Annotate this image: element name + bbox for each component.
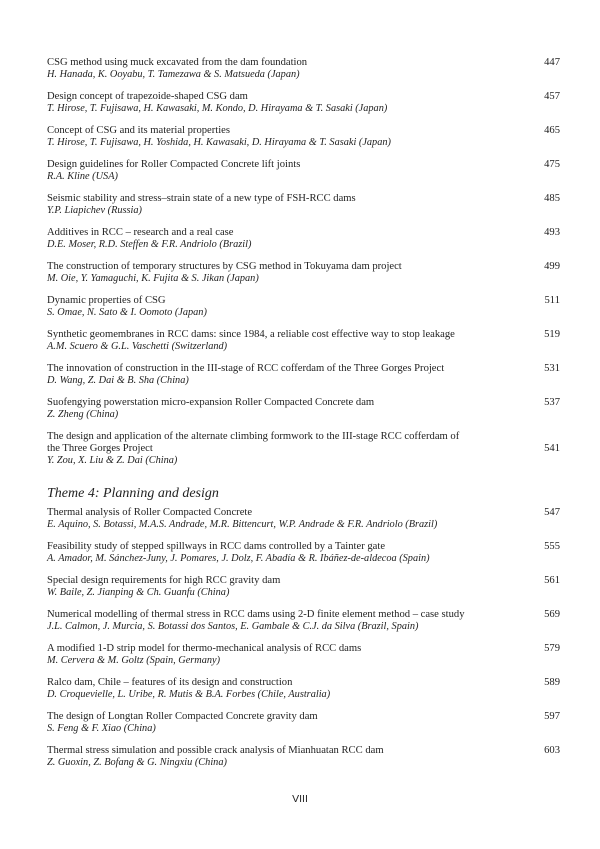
entry-title: Seismic stability and stress–strain state of a new type of FSH-RCC dams	[47, 193, 356, 204]
entry-authors: M. Oie, Y. Yamaguchi, K. Fujita & S. Jikan (Japan)	[47, 273, 259, 284]
entry-authors: H. Hanada, K. Ooyabu, T. Tamezawa & S. Matsueda (Japan)	[47, 69, 300, 80]
entry-authors: D.E. Moser, R.D. Steffen & F.R. Andriolo (Brazil)	[47, 239, 252, 250]
entry-authors: Z. Guoxin, Z. Bofang & G. Ningxiu (China)	[47, 757, 227, 768]
toc-entry	[47, 193, 567, 217]
entry-title: Thermal stress simulation and possible crack analysis of Mianhuatan RCC dam	[47, 745, 384, 756]
entry-page-number: 569	[544, 609, 560, 620]
entry-page-number: 465	[544, 125, 560, 136]
toc-entry	[47, 643, 567, 667]
entry-title: CSG method using muck excavated from the dam foundation	[47, 57, 308, 68]
toc-entry	[47, 57, 567, 81]
toc-entry	[47, 91, 567, 115]
entry-authors: T. Hirose, T. Fujisawa, H. Kawasaki, M. Kondo, D. Hirayama & T. Sasaki (Japan)	[47, 103, 388, 114]
toc-entry	[47, 159, 567, 183]
entry-page-number: 531	[544, 363, 560, 374]
entry-authors: Z. Zheng (China)	[47, 409, 119, 420]
entry-title: The construction of temporary structures by CSG method in Tokuyama dam project	[47, 261, 402, 272]
entry-page-number: 603	[544, 745, 560, 756]
toc-entry	[47, 363, 567, 387]
toc-entry	[47, 125, 567, 149]
toc-entry	[47, 261, 567, 285]
entry-page-number: 447	[544, 57, 560, 68]
entry-title: Feasibility study of stepped spillways in RCC dams controlled by a Tainter gate	[47, 541, 386, 552]
entry-title: Synthetic geomembranes in RCC dams: since 1984, a reliable cost effective way to stop leakage	[47, 329, 455, 340]
entry-title: Concept of CSG and its material properties	[47, 125, 230, 136]
entry-page-number: 511	[544, 295, 560, 306]
entry-page-number: 547	[544, 507, 560, 518]
entry-authors: E. Aquino, S. Botassi, M.A.S. Andrade, M.R. Bittencurt, W.P. Andrade & F.R. Andriolo (Brazil)	[47, 519, 438, 530]
entry-title: Design guidelines for Roller Compacted Concrete lift joints	[47, 159, 301, 170]
toc-entry	[47, 541, 567, 565]
entry-page-number: 537	[544, 397, 560, 408]
entry-title: Numerical modelling of thermal stress in RCC dams using 2-D finite element method – case study	[47, 609, 465, 620]
page-number-footer: VIII	[292, 793, 308, 805]
entry-page-number: 519	[544, 329, 560, 340]
entry-authors: D. Croquevielle, L. Uribe, R. Mutis & B.A. Forbes (Chile, Australia)	[47, 689, 331, 700]
entry-authors: Y. Zou, X. Liu & Z. Dai (China)	[47, 455, 178, 466]
toc-entry	[47, 507, 567, 531]
entry-page-number: 475	[544, 159, 560, 170]
entry-title-line-1: The design and application of the alternate climbing formwork to the III-stage RCC cofferdam of	[47, 431, 460, 442]
toc-section-previous-theme	[47, 57, 567, 477]
entry-page-number: 597	[544, 711, 560, 722]
toc-entry	[47, 745, 567, 769]
entry-page-number: 579	[544, 643, 560, 654]
toc-entry	[47, 575, 567, 599]
entry-authors: J.L. Calmon, J. Murcia, S. Botassi dos Santos, E. Gambale & C.J. da Silva (Brazil, Spain)	[47, 621, 419, 632]
entry-page-number: 499	[544, 261, 560, 272]
entry-authors: A.M. Scuero & G.L. Vaschetti (Switzerland)	[47, 341, 228, 352]
entry-title: Additives in RCC – research and a real case	[47, 227, 234, 238]
toc-entry	[47, 397, 567, 421]
entry-page-number: 485	[544, 193, 560, 204]
entry-page-number: 561	[544, 575, 560, 586]
entry-authors: Y.P. Liapichev (Russia)	[47, 205, 142, 216]
entry-title: Special design requirements for high RCC gravity dam	[47, 575, 281, 586]
entry-title: Thermal analysis of Roller Compacted Concrete	[47, 507, 253, 518]
entry-authors: S. Omae, N. Sato & I. Oomoto (Japan)	[47, 307, 207, 318]
toc-entry	[47, 609, 567, 633]
entry-title: The innovation of construction in the III-stage of RCC cofferdam of the Three Gorges Project	[47, 363, 445, 374]
entry-page-number: 589	[544, 677, 560, 688]
entry-title: Design concept of trapezoide-shaped CSG dam	[47, 91, 248, 102]
entry-page-number: 555	[544, 541, 560, 552]
entry-title: Ralco dam, Chile – features of its design and construction	[47, 677, 293, 688]
entry-authors: R.A. Kline (USA)	[47, 171, 118, 182]
entry-title: The design of Longtan Roller Compacted Concrete gravity dam	[47, 711, 318, 722]
toc-entry	[47, 711, 567, 735]
entry-title-line-2: the Three Gorges Project	[47, 443, 153, 454]
entry-authors: W. Baile, Z. Jianping & Ch. Guanfu (China)	[47, 587, 230, 598]
entry-title: A modified 1-D strip model for thermo-mechanical analysis of RCC dams	[47, 643, 362, 654]
entry-authors: T. Hirose, T. Fujisawa, H. Yoshida, H. Kawasaki, D. Hirayama & T. Sasaki (Japan)	[47, 137, 391, 148]
toc-entry	[47, 431, 567, 467]
entry-page-number: 457	[544, 91, 560, 102]
entry-authors: M. Cervera & M. Goltz (Spain, Germany)	[47, 655, 221, 666]
toc-entry	[47, 295, 567, 319]
entry-authors: D. Wang, Z. Dai & B. Sha (China)	[47, 375, 189, 386]
toc-entry	[47, 227, 567, 251]
entry-authors: S. Feng & F. Xiao (China)	[47, 723, 156, 734]
entry-title: Dynamic properties of CSG	[47, 295, 166, 306]
entry-page-number: 541	[544, 443, 560, 454]
entry-page-number: 493	[544, 227, 560, 238]
entry-title: Suofengying powerstation micro-expansion Roller Compacted Concrete dam	[47, 397, 375, 408]
toc-section-theme-4	[47, 507, 567, 779]
toc-entry	[47, 329, 567, 353]
theme-heading: Theme 4: Planning and design	[47, 486, 219, 501]
entry-authors: A. Amador, M. Sánchez-Juny, J. Pomares, J. Dolz, F. Abadía & R. Ibáñez-de-aldecoa (Spain)	[47, 553, 430, 564]
toc-entry	[47, 677, 567, 701]
